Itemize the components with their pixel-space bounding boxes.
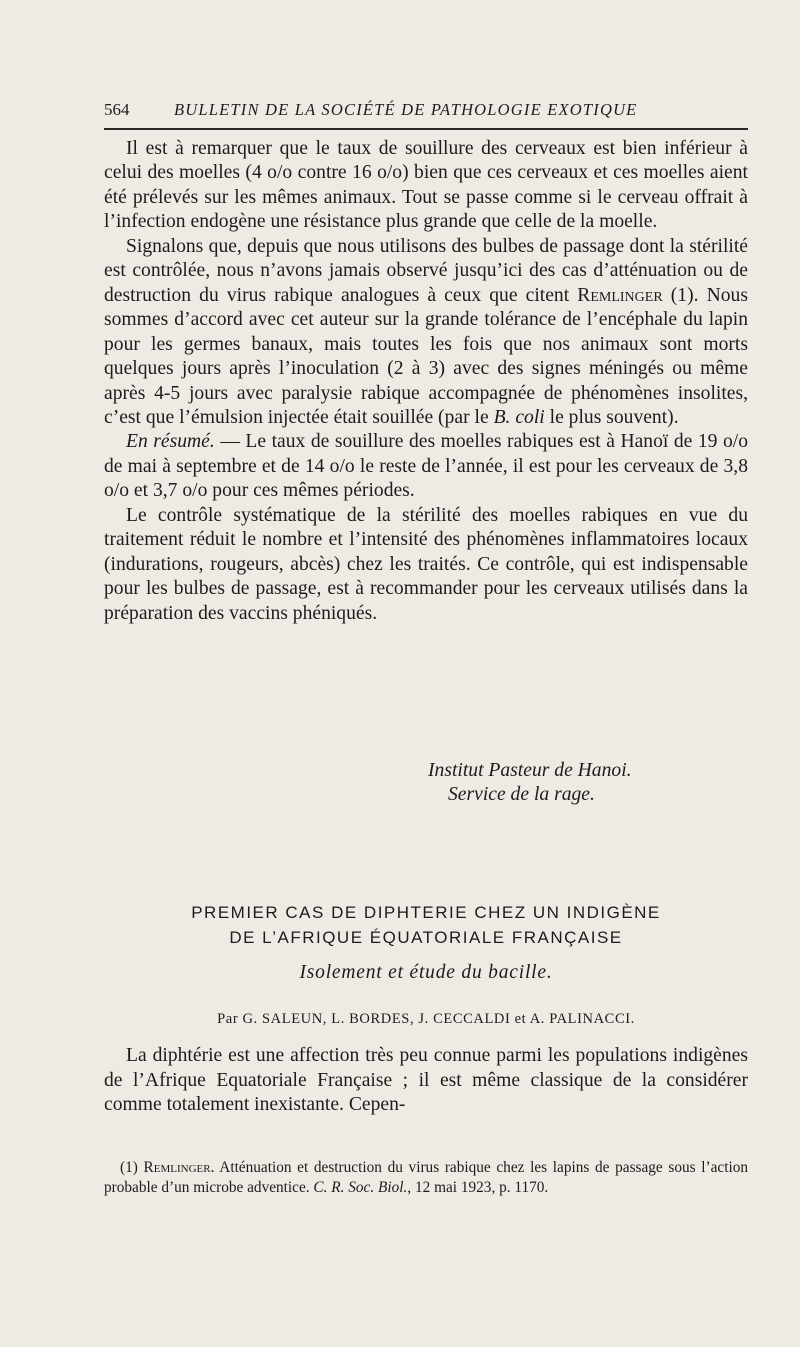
footnote-body: Atténuation et destruction du virus rabique chez les lapins de passage sous l’action probable d’un microbe adventice. xyxy=(104,1159,749,1196)
summary-paragraph xyxy=(104,430,748,503)
running-title: BULLETIN DE LA SOCIÉTÉ DE PATHOLOGIE EXOTIQUE xyxy=(174,100,638,119)
article-title-line-2: DE L’AFRIQUE ÉQUATORIALE FRANÇAISE xyxy=(229,928,623,947)
footnote xyxy=(104,1158,748,1197)
paragraph-2-end: le plus souvent). xyxy=(549,406,679,428)
footnote-journal: C. R. Soc. Biol., xyxy=(313,1178,412,1196)
paragraph-1: Il est à remarquer que le taux de souillure des cerveaux est bien inférieur à celui des moelles (4 o/o contre 16 o/o) bien que ces cerveaux et ces moelles aient été prélevés sur les mêmes animaux. Tout se passe comme si le cerveau offrait à l’infection endogène une résistance plus grande que celle de la moelle. xyxy=(104,138,748,233)
running-header xyxy=(104,94,748,130)
article-intro xyxy=(104,1044,748,1118)
previous-article-body xyxy=(104,137,748,626)
paragraph-2-mid: Nous sommes d’accord avec cet auteur sur la grande tolérance de l’encéphale du lapin pour les germes banaux, mais toutes les fois que nos animaux sont morts quelques jours après l’inoculation (2 à 3) avec des signes méningés ou même après 4-5 jours avec paralysie rabique accompagnée de phénomènes insolites, c’est que l’émulsion injectée était souillée (par le xyxy=(104,284,748,428)
signature-institute: Institut Pasteur de Hanoi. xyxy=(428,760,632,781)
footnote-marker: (1) xyxy=(120,1159,138,1176)
paragraph-2-start: Signalons que, depuis que nous utilisons des bulbes de passage dont la stérilité est contrôlée, nous n’avons jamais observé jusqu’ici des cas d’atténuation ou de destruction du virus rabique analogues à ceux que citent xyxy=(104,235,748,306)
footnote-author: Remlinger. xyxy=(143,1159,215,1176)
reference-marker: (1). xyxy=(670,284,699,306)
paragraph-2 xyxy=(104,235,748,431)
footnote-text xyxy=(104,1158,748,1197)
footnote-citation: 12 mai 1923, p. 1170. xyxy=(414,1178,549,1196)
summary-text: — Le taux de souillure des moelles rabiques est à Hanoï de 19 o/o de mai à septembre et de 14 o/o le reste de l’année, il est pour les cerveaux de 3,8 o/o et 3,7 o/o pour ces mêmes périodes. xyxy=(104,431,749,502)
intro-paragraph: La diphtérie est une affection très peu connue parmi les populations indigènes de l’Afrique Equatoriale Française ; il est même classique de la considérer comme totalement inexistante. Cepen- xyxy=(104,1045,748,1115)
summary-label: En résumé. xyxy=(126,431,215,453)
paragraph-4: Le contrôle systématique de la stérilité des moelles rabiques en vue du traitement réduit le nombre et l’intensité des phénomènes inflammatoires locaux (indurations, rougeurs, abcès) chez les traités. Ce contrôle, qui est indispensable pour les bulbes de passage, est à recommander pour les cerveaux utilisés dans la préparation des vaccins phéniqués. xyxy=(104,504,748,624)
article-subtitle: Isolement et étude du bacille. xyxy=(299,962,553,983)
signature-service: Service de la rage. xyxy=(448,784,595,805)
page-number: 564 xyxy=(104,100,130,119)
species-name: B. coli xyxy=(493,406,545,428)
article-title-line-1: PREMIER CAS DE DIPHTERIE CHEZ UN INDIGÈNE xyxy=(191,903,661,922)
article-authors: Par G. SALEUN, L. BORDES, J. CECCALDI et A. PALINACCI. xyxy=(217,1011,635,1027)
cited-author: Remlinger xyxy=(577,284,663,306)
